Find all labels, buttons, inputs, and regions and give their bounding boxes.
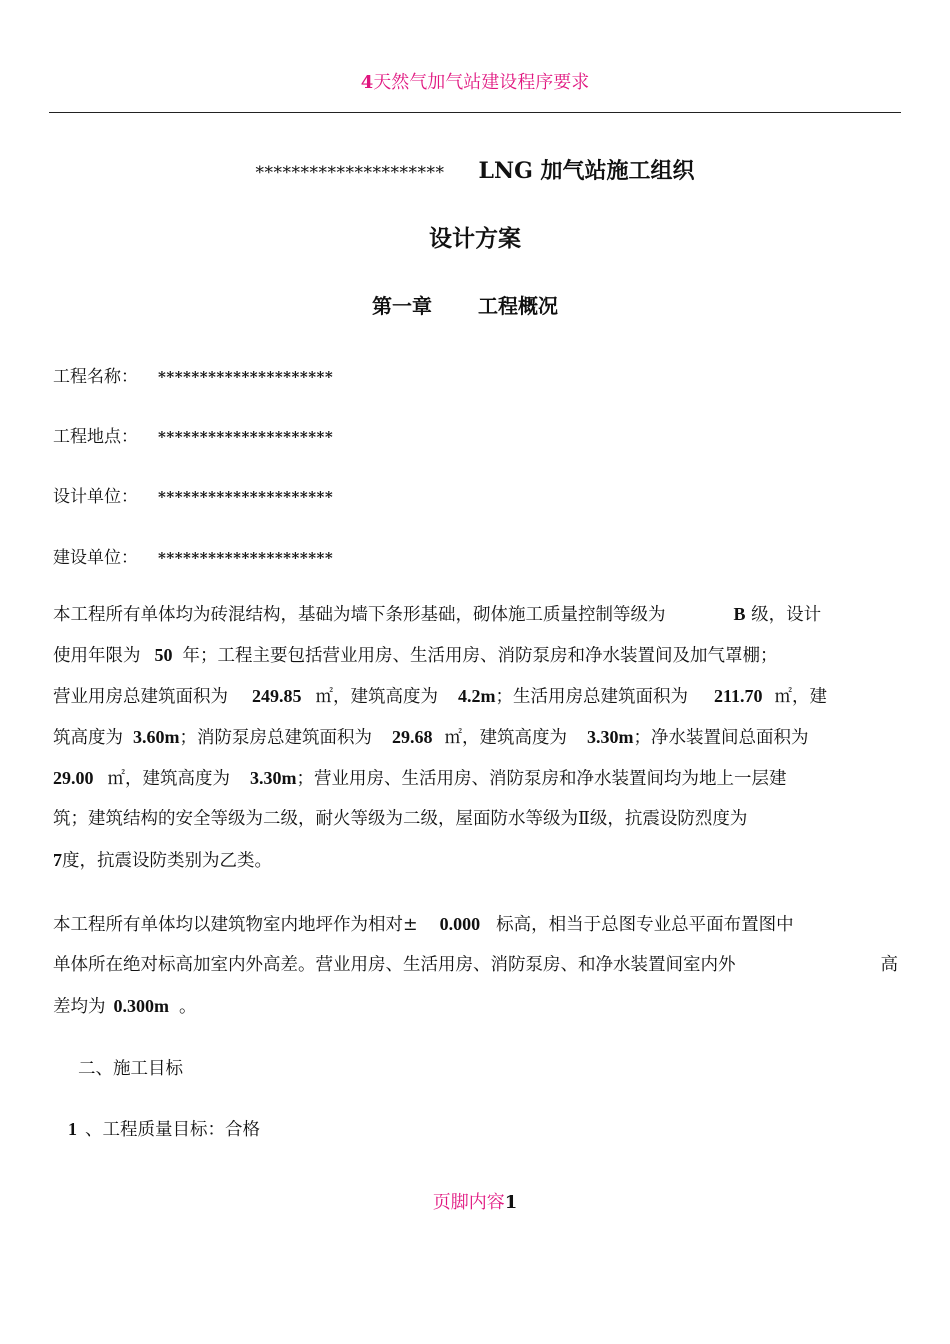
text-run: 年；工程主要包括营业用房、生活用房、消防泵房和净水装置间及加气罩棚； — [182, 646, 778, 666]
text-run: 级，设计 — [745, 605, 822, 625]
text-run: ；净水装置间总面积为 — [633, 728, 809, 748]
text-run: ㎡，建筑高度为 — [444, 728, 567, 748]
value-run: 3.30m — [587, 727, 634, 747]
info-row-design-unit — [53, 482, 333, 507]
text-run: 单体所在绝对标高加室内外高差。营业用房、生活用房、消防泵房、和净水装置间室内外 — [53, 955, 736, 975]
text-run: 本工程所有单体均为砖混结构，基础为墙下条形基础，砌体施工质量控制等级为 — [53, 605, 666, 625]
text-run: 筑；建筑结构的安全等级为二级，耐火等级为二级，屋面防水等级为Ⅱ级，抗震设防烈度为 — [53, 809, 748, 829]
document-title-line1 — [0, 154, 950, 185]
document-title-line2: 设计方案 — [429, 225, 521, 252]
overview-paragraph — [53, 594, 898, 881]
elevation-paragraph — [53, 904, 898, 1027]
text-run: ㎡，建 — [774, 687, 828, 707]
text-run: 高 — [880, 955, 898, 975]
info-value: ********************* — [158, 549, 334, 567]
paragraph-line — [53, 758, 898, 799]
info-label: 工程名称： — [53, 367, 138, 387]
page-footer — [0, 1188, 950, 1214]
text-run: 本工程所有单体均以建筑物室内地坪作为相对± — [53, 915, 418, 935]
info-value: ********************* — [158, 428, 334, 446]
item-number: 1 — [68, 1119, 77, 1139]
value-run: B — [733, 604, 746, 624]
paragraph-line — [53, 945, 898, 986]
text-run: ；生活用房总建筑面积为 — [495, 687, 688, 707]
value-run: 50 — [154, 645, 173, 665]
chapter-number: 第一章 — [372, 294, 432, 318]
text-run: 营业用房总建筑面积为 — [53, 687, 228, 707]
text-run: 标高，相当于总图专业总平面布置图中 — [496, 915, 794, 935]
section-heading-goals: 二、施工目标 — [78, 1059, 183, 1079]
paragraph-line — [53, 635, 898, 676]
value-run: 29.68 — [392, 727, 433, 747]
value-run: 0.000 — [439, 914, 481, 934]
text-run: 使用年限为 — [53, 646, 141, 666]
text-run: 差均为 — [53, 997, 106, 1017]
info-label: 设计单位： — [53, 487, 138, 507]
page-header — [0, 68, 950, 94]
footer-text: 页脚内容 — [432, 1192, 505, 1213]
text-run: ㎡，建筑高度为 — [315, 687, 438, 707]
chapter-name: 工程概况 — [478, 294, 558, 318]
title-text: LNG 加气站施工组织 — [478, 158, 695, 184]
text-run: ㎡，建筑高度为 — [107, 769, 230, 789]
text-run: ；消防泵房总建筑面积为 — [179, 728, 372, 748]
paragraph-line — [53, 676, 898, 717]
info-value: ********************* — [158, 368, 334, 386]
paragraph-line — [53, 594, 898, 635]
value-run: 3.30m — [250, 768, 297, 788]
paragraph-line — [53, 717, 898, 758]
info-label: 工程地点： — [53, 427, 138, 447]
value-run: 7 — [53, 850, 62, 870]
info-row-construction-unit — [53, 543, 333, 568]
title-stars: ********************* — [255, 163, 445, 183]
text-run: 筑高度为 — [53, 728, 123, 748]
text-run: 。 — [179, 997, 197, 1017]
value-run: 211.70 — [714, 686, 763, 706]
paragraph-line — [53, 840, 898, 881]
value-run: 29.00 — [53, 768, 94, 788]
info-value: ********************* — [158, 488, 334, 506]
info-row-project-name — [53, 362, 333, 387]
text-run: 度，抗震设防类别为乙类。 — [62, 851, 272, 871]
value-run: 249.85 — [252, 686, 302, 706]
paragraph-line — [53, 986, 898, 1027]
item-text: 、工程质量目标：合格 — [85, 1120, 260, 1140]
text-run: ；营业用房、生活用房、消防泵房和净水装置间均为地上一层建 — [296, 769, 787, 789]
footer-page-number: 1 — [504, 1192, 518, 1213]
value-run: 0.300m — [113, 996, 169, 1016]
header-text: 天然气加气站建设程序要求 — [373, 72, 590, 93]
header-number: 4 — [360, 72, 374, 93]
info-label: 建设单位： — [53, 548, 138, 568]
info-row-project-location — [53, 422, 333, 447]
goal-item-1 — [68, 1116, 260, 1141]
chapter-heading — [372, 290, 558, 319]
paragraph-line — [53, 904, 898, 945]
value-run: 3.60m — [133, 727, 180, 747]
value-run: 4.2m — [458, 686, 496, 706]
header-divider — [49, 112, 901, 113]
paragraph-line — [53, 799, 898, 840]
